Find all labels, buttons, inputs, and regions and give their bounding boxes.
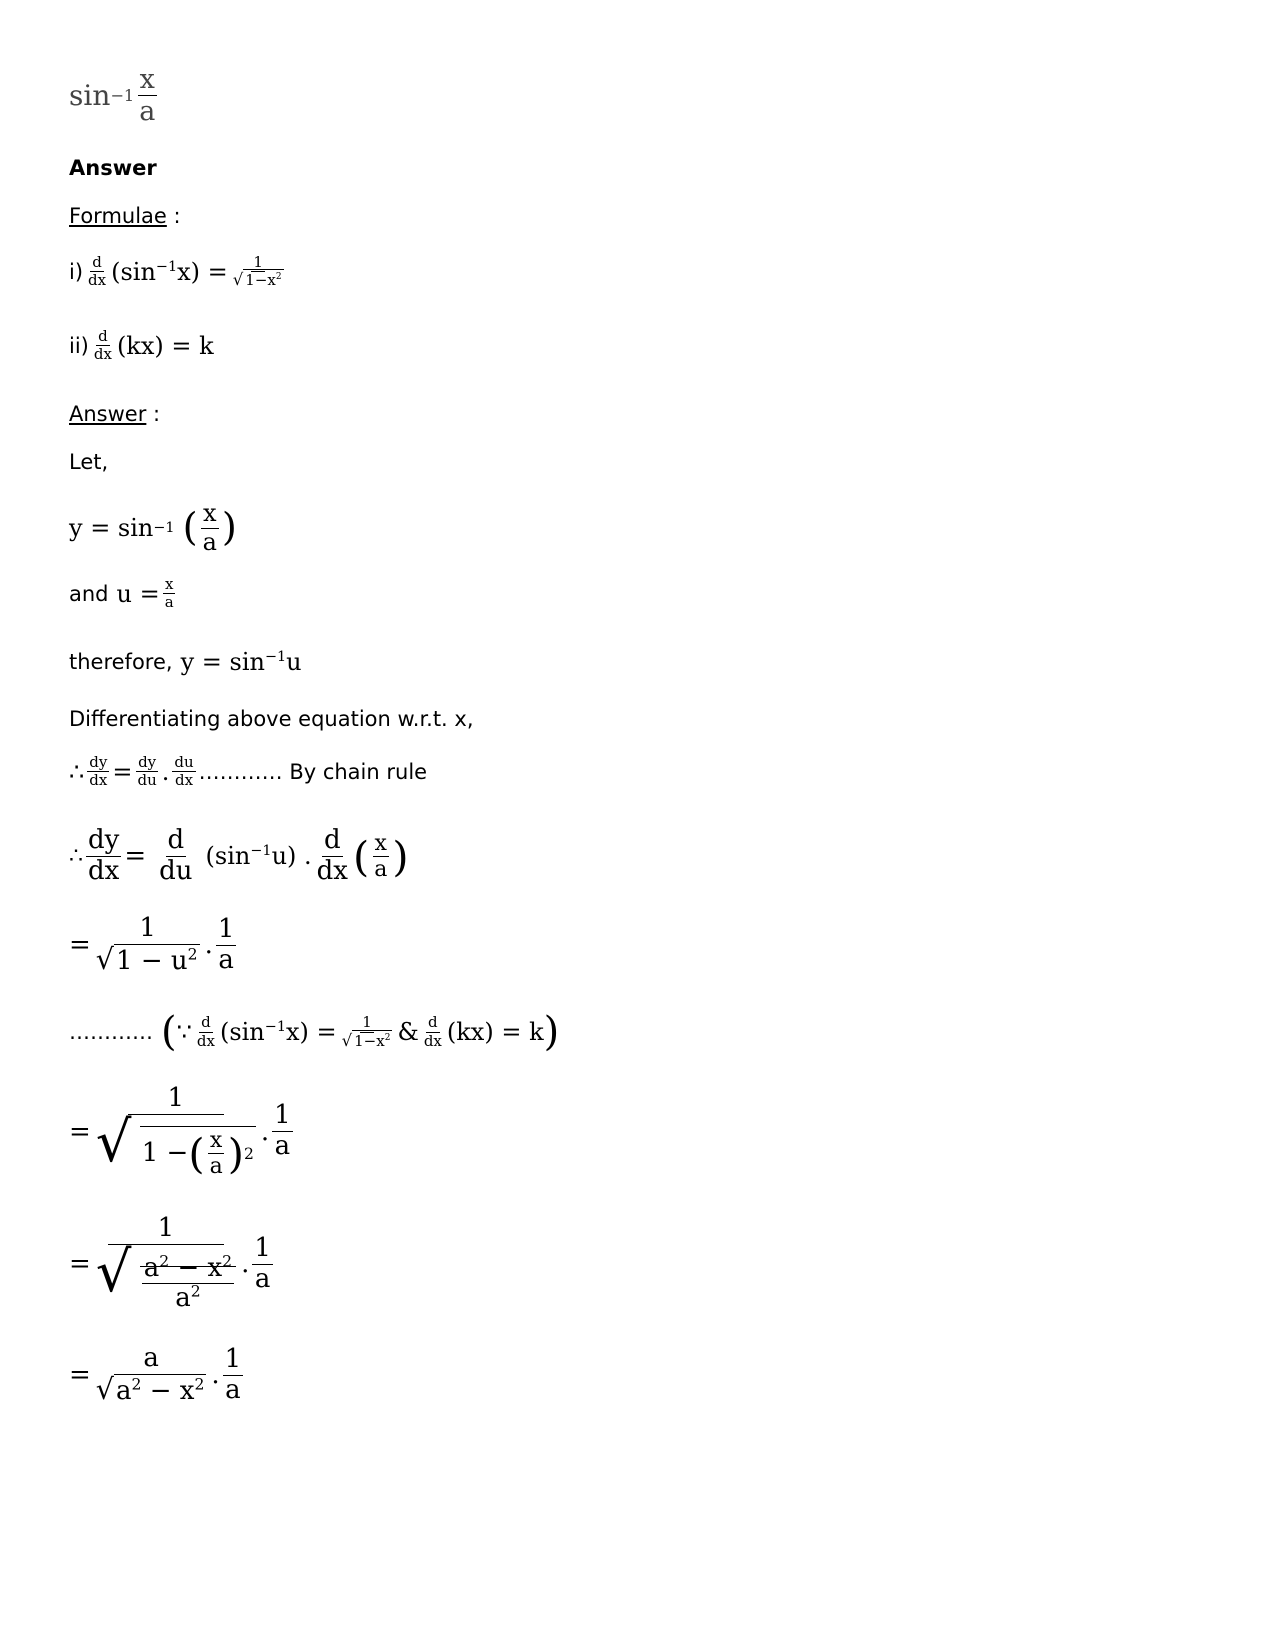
therefore-line [69,648,302,676]
chain-dx-1: dx [89,771,108,790]
step-two-a: a [374,856,388,882]
equation-y-fraction [201,500,219,556]
step-two-x-over-a [372,831,389,883]
equation-y-lhs: y = sin [69,514,154,543]
step-five-equals: = [69,1249,91,1280]
therefore-expression: y = sin [180,648,265,676]
step-two-dx: dx [88,855,120,886]
formula-two-d: d [98,327,108,345]
reason-d-dx [195,1014,217,1050]
step-six-dot: . [211,1360,220,1391]
formulae-label [69,204,181,228]
reason-sin: (sin [219,1018,265,1046]
chain-rule-note: ………… By chain rule [198,759,428,784]
step-two-dx2: dx [316,855,348,886]
step-four [69,1084,296,1180]
step-five-inner-fraction [142,1251,234,1315]
step-six-one: 1 [224,1344,242,1374]
step-two-du: du [159,855,193,886]
formulae-title: Formulae [69,204,167,228]
step-six-one-over-a [223,1345,244,1406]
formula-one-radicand: 1−x [245,271,276,290]
reason-ampersand: & [397,1018,419,1046]
reason-root: √ $1-x^2$ [341,1030,391,1050]
step-two-d2: d [323,825,341,855]
formula-one-d: d [92,253,102,271]
step-six-numerator: a [143,1343,159,1373]
chain-dx-2: dx [174,771,194,790]
step-two-sin-end: u) . [271,842,312,871]
and-u-num: x [164,575,174,593]
step-three-root: $√1 - u^2$ [95,941,198,976]
therefore-inverse: −1 [264,649,287,665]
reason-d: d [201,1013,211,1032]
chain-du-2: du [174,753,194,771]
reason-d-dx-2 [422,1014,444,1050]
step-three [69,914,239,977]
step-three-fraction [94,914,202,977]
step-three-equals: = [69,930,91,961]
answer-heading: Answer [69,156,157,180]
chain-rule-line: ∴ $\frac{dy}{dx}$ = $\frac{dy}{du}$ . $\frac{du}{dx}$ ………… By chain rule [69,753,428,790]
step-two-d-dx [315,826,350,887]
step-five-top-power2: 2 [222,1251,233,1270]
step-six-fraction [94,1344,209,1407]
formula-two-expression: (kx) = k [116,331,214,360]
reason-d2: d [428,1013,438,1032]
formula-one-derivative [86,254,108,290]
formula-one-dx: dx [88,271,107,290]
answer-label-colon: : [146,402,161,426]
reason-inverse: −1 [264,1019,286,1035]
step-six-equals: = [69,1360,91,1391]
answer-label [69,402,160,426]
chain-du-dx [172,754,195,790]
equation-y: y = sin −1 ( $\frac{x}{a}$ ) [69,499,237,556]
formula-one [69,254,289,290]
formula-two-prefix: ii) [69,333,89,358]
equation-y-den: a [202,527,217,556]
step-five-dot: . [241,1249,250,1280]
step-three-one: 1 [139,913,156,943]
step-four-x: x [209,1128,223,1154]
step-three-power: 2 [187,945,198,964]
step-two-therefore: ∴ [69,843,83,869]
and-u-expression: u = [116,579,160,608]
chain-dy-du [135,754,158,790]
step-two-dy-dx [86,826,121,887]
step-five-one: 1 [108,1214,225,1245]
formula-one-inverse: −1 [155,258,178,275]
formula-two-derivative [92,328,114,364]
formula-one-rhs [231,254,286,290]
question-func: sin [69,79,111,113]
formula-one-root: √ $1-x^2$ [232,270,282,290]
formula-one-rhs-num: 1 [253,253,263,271]
step-two-d-du [157,826,194,887]
reason-dx2: dx [423,1031,442,1050]
reason-sin-end: x) = [285,1018,337,1046]
and-u-fraction [163,576,176,612]
formulae-colon: : [166,204,181,228]
step-four-fraction [94,1084,258,1180]
step-two-inverse: −1 [250,843,272,860]
step-three-one2: 1 [217,914,235,944]
and-u-line [69,576,179,612]
formula-one-lhs [111,258,228,286]
chain-dy-1: dy [89,753,108,771]
step-four-radicand-start: 1 − [141,1137,189,1168]
question-expression: sin −1 $\frac{x}{a}$ [69,64,156,128]
question-denominator: a [139,96,156,128]
chain-dy-2: dy [138,753,157,771]
step-five-top-power: 2 [159,1251,170,1270]
step-five-fraction [94,1214,238,1314]
therefore-tail: u [286,648,302,676]
reason-power: 2 [384,1032,391,1043]
reason-dots: ………… [69,1020,153,1044]
step-two-dy: dy [88,825,120,855]
and-u-den: a [164,593,174,612]
reason-rhs [340,1014,395,1050]
equation-y-num: x [202,499,217,527]
step-five-bottom: a [175,1283,191,1314]
and-u-text: and [69,581,109,606]
formula-one-lhs-end: x) = [177,257,228,286]
step-three-one-over-a [216,915,237,976]
step-five-top-mid: − x [169,1252,223,1283]
step-five-a2: a [254,1263,271,1294]
formula-two [69,328,214,364]
step-four-one: 1 [128,1084,225,1115]
step-six-power2: 2 [194,1375,205,1394]
step-six-radicand-mid: − x [141,1375,195,1406]
step-two-d: d [167,825,185,855]
question-fraction [137,64,157,127]
reason-radicand: 1−x [354,1031,385,1050]
step-four-a2: a [274,1131,291,1162]
reason-one: 1 [362,1013,372,1032]
reason-kx: (kx) = k [446,1018,544,1046]
formula-one-sin: (sin [111,257,156,286]
question-numerator: x [139,64,155,95]
step-four-one-over-a [272,1101,293,1162]
let-text: Let, [69,450,109,474]
chain-therefore: ∴ [69,757,85,786]
step-two: ∴ $\frac{dy}{dx}$ = $\frac{d}{du}$ $(\sin^{-1}u)$ . $\frac{d}{dx}$ ( $\frac{x}{a}$ ) [69,825,409,886]
formula-one-power: 2 [275,272,282,283]
step-five-bottom-power: 2 [190,1282,201,1301]
step-five-root: √ $\frac{a^2 - x^2}{a^2}$ [94,1245,238,1314]
step-four-x-over-a [208,1128,225,1180]
therefore-text: therefore, [69,650,173,674]
step-five [69,1214,276,1314]
differentiating-text: Differentiating above equation w.r.t. x, [69,707,474,731]
step-four-dot: . [260,1116,270,1147]
reason-because: ∵ [176,1018,192,1046]
step-three-radicand: 1 − u [116,945,188,976]
step-two-sin: (sin [205,842,251,871]
chain-du-1: du [137,771,157,790]
step-six-root: $√a^2 - x^2$ [95,1371,205,1406]
step-six-radicand-a: a [116,1375,132,1406]
step-three-dot: . [204,930,213,961]
formula-two-dx: dx [93,345,112,364]
step-six-a: a [225,1374,241,1405]
step-six-power1: 2 [131,1375,142,1394]
step-four-a: a [209,1154,223,1180]
step-five-top: a [143,1252,160,1283]
step-four-one2: 1 [274,1100,291,1131]
reason-dx: dx [196,1031,215,1050]
step-five-one2: 1 [254,1232,271,1263]
step-six [69,1344,246,1407]
chain-dy-dx [87,754,109,790]
step-three-a: a [218,944,234,975]
answer-label-text: Answer [69,402,147,426]
formula-one-prefix: i) [69,259,84,284]
step-four-root: √ 1 − ( $\frac{x}{a}$ ) 2 [95,1109,254,1180]
step-four-equals: = [69,1116,91,1147]
step-five-one-over-a [252,1234,273,1295]
step-two-x: x [374,830,387,856]
reason-line: ………… ( ∵ $\frac{d}{dx}$ $(\sin^{-1}x)$ = $\frac{1}{√ 1-x^2}$ & $\frac{d}{dx}$ (kx) = k ) [69,1009,560,1055]
